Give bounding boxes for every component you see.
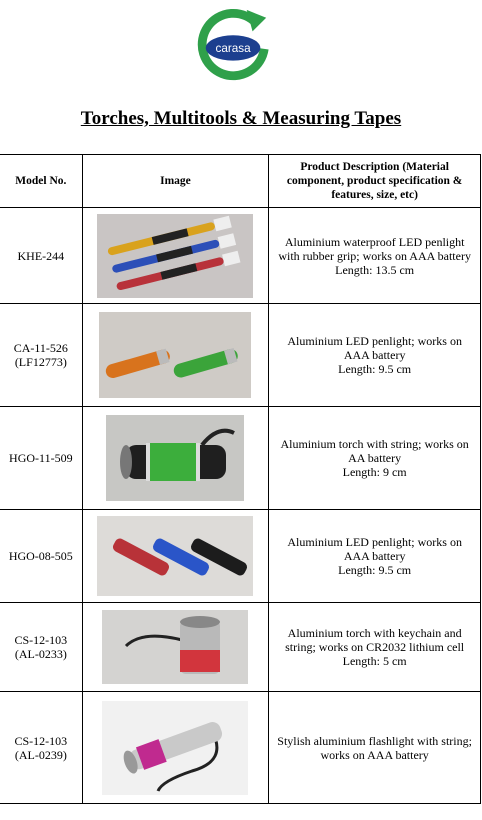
table-row — [0, 208, 481, 304]
header-row — [0, 155, 481, 208]
model-number: KHE-244 — [0, 208, 82, 304]
penlight-colors-icon — [97, 516, 253, 596]
green-torch-icon — [106, 415, 244, 501]
product-description: Aluminium torch with keychain and string; works on CR2032 lithium cell Length: 5 cm — [269, 603, 481, 692]
keychain-torch-icon — [102, 610, 248, 684]
table-row — [0, 692, 481, 804]
model-number: CA-11-526 (LF12773) — [0, 304, 82, 407]
logo-text: carasa — [215, 41, 251, 55]
table-row — [0, 304, 481, 407]
product-description: Aluminium waterproof LED penlight with rubber grip; works on AAA battery Length: 13.5 cm — [269, 208, 481, 304]
product-description: Aluminium LED penlight; works on AAA battery Length: 9.5 cm — [269, 304, 481, 407]
header-image: Image — [82, 155, 269, 208]
penlight-pair-icon — [99, 312, 251, 398]
product-description: Aluminium LED penlight; works on AAA battery Length: 9.5 cm — [269, 510, 481, 603]
table-row — [0, 603, 481, 692]
model-number: CS-12-103 (AL-0239) — [0, 692, 82, 804]
flashlight-icon — [102, 701, 248, 795]
table-row — [0, 407, 481, 510]
header-description: Product Description (Material component, product specification & features, size, etc) — [269, 155, 481, 208]
product-description: Aluminium torch with string; works on AA battery Length: 9 cm — [269, 407, 481, 510]
header-model: Model No. — [0, 155, 82, 208]
product-description: Stylish aluminium flashlight with string; works on AAA battery — [269, 692, 481, 804]
carasa-logo — [196, 6, 274, 84]
page-title: Torches, Multitools & Measuring Tapes — [80, 108, 402, 129]
table-row — [0, 510, 481, 603]
product-table — [0, 154, 481, 804]
model-number: HGO-08-505 — [0, 510, 82, 603]
model-number: HGO-11-509 — [0, 407, 82, 510]
model-number: CS-12-103 (AL-0233) — [0, 603, 82, 692]
penlight-trio-icon — [97, 214, 253, 298]
